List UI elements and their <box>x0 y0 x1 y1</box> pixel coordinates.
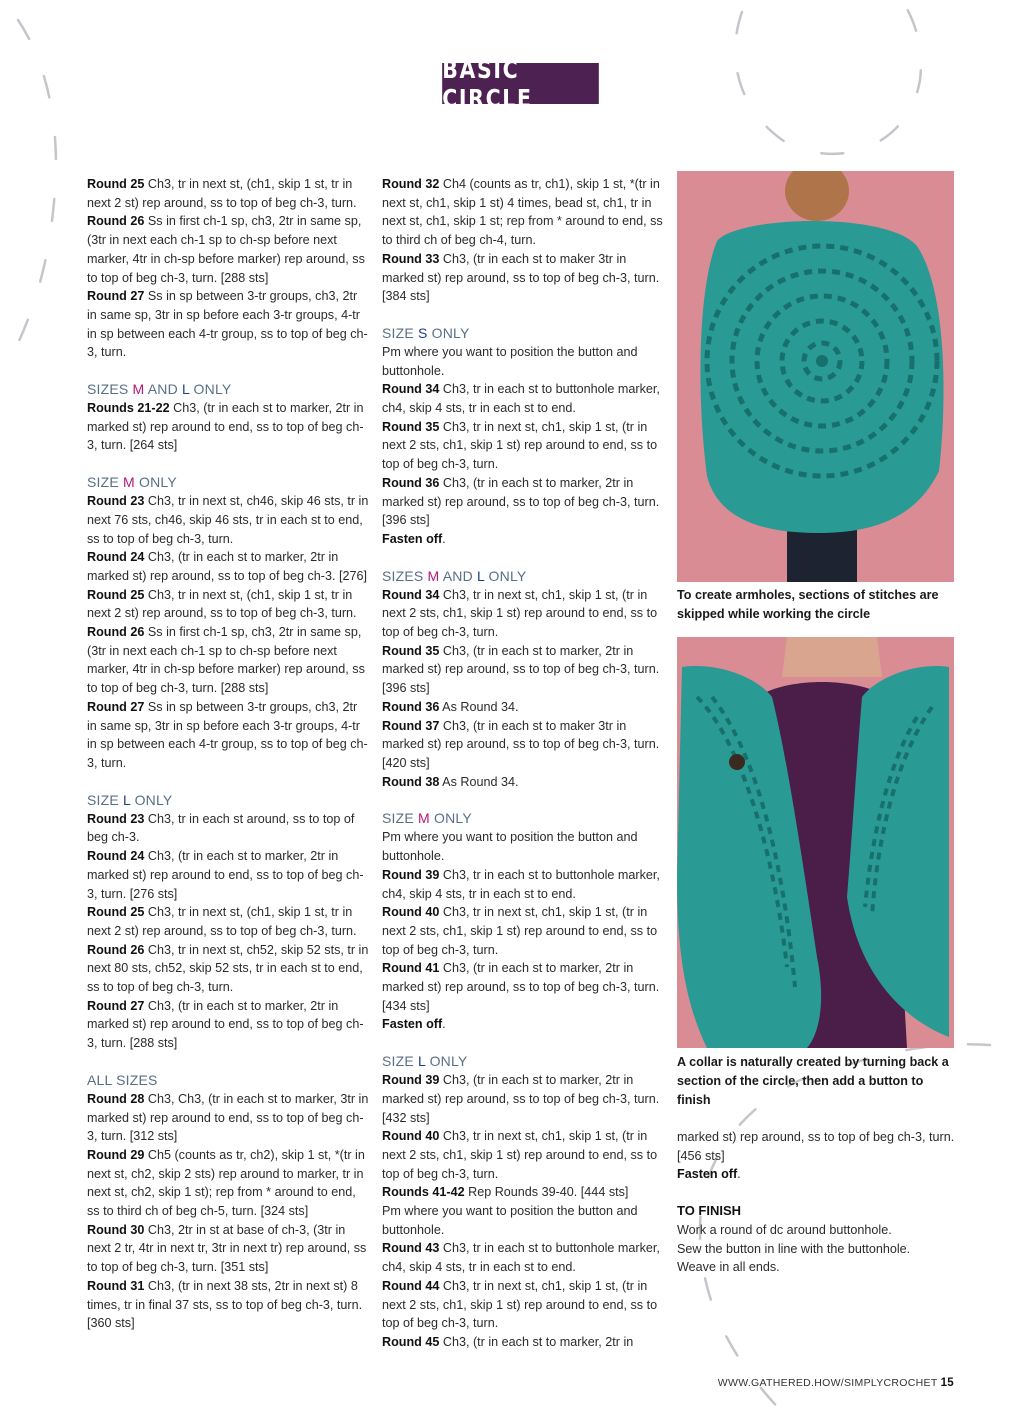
section-heading-part: M <box>123 474 135 491</box>
instruction-line <box>87 698 369 773</box>
round-label: Round 23 <box>87 494 145 509</box>
section-heading <box>87 380 369 399</box>
instruction-line <box>382 530 664 549</box>
round-text: Ch3, tr in next st, ch1, skip 1 st, (tr in next 2 sts, ch1, skip 1 st) rep around to end, ss to top of beg ch-3, turn. <box>382 419 658 472</box>
round-text: Ch3, (tr in each st to marker, 2tr in marked st) rep around to end, ss to top of beg ch-3, turn. [276 sts] <box>87 849 364 901</box>
section-heading-part: L <box>182 381 190 398</box>
round-text: Ch3, (tr in each st to marker, 2tr in marked st) rep around, ss to top of beg ch-3, turn. [434 sts] <box>382 961 660 1013</box>
instruction-line <box>382 1239 664 1276</box>
section-heading-part: ONLY <box>134 474 177 491</box>
section-heading-part: S <box>418 324 428 341</box>
section-heading-part: SIZES <box>87 381 133 398</box>
pattern-section <box>87 791 369 1053</box>
round-label: Round 30 <box>87 1222 145 1237</box>
round-label: Fasten off <box>382 1017 443 1032</box>
section-heading-part: ONLY <box>429 810 472 827</box>
pattern-section <box>87 473 369 773</box>
pattern-paragraph <box>87 175 369 362</box>
round-label: Round 41 <box>382 961 440 976</box>
section-heading-part: SIZE <box>382 1053 419 1070</box>
section-heading <box>87 791 369 810</box>
round-label: Round 45 <box>382 1334 440 1349</box>
round-label: Round 35 <box>382 643 440 658</box>
round-label: Round 36 <box>382 475 440 490</box>
round-label: Round 40 <box>382 1129 440 1144</box>
round-text: Ch3, (tr in each st to marker, 2tr in marked st) rep around to end, ss to top of beg ch-3, turn. [288 sts] <box>87 998 364 1051</box>
page-footer <box>718 1377 954 1389</box>
round-text: Ss in sp between 3-tr groups, ch3, 2tr in same sp, 3tr in sp before each 3-tr groups, 4-tr in sp between each 4-tr group, ss to top of beg ch-3, turn. <box>87 289 368 360</box>
section-heading-part: SIZE <box>382 324 419 341</box>
column-3 <box>677 1128 960 1277</box>
finish-line: Work a round of dc around buttonhole. <box>677 1222 892 1237</box>
round-text: Ch3, tr in next st, ch52, skip 52 sts, tr in next 80 sts, ch52, skip 52 sts, tr in each st to end, ss to top of beg ch-3, turn. <box>87 942 369 995</box>
round-label: Round 43 <box>382 1241 440 1256</box>
round-text: Rep Rounds 39-40. [444 sts] <box>464 1185 629 1200</box>
fasten-off-label: Fasten off <box>677 1167 738 1182</box>
round-label: Round 27 <box>87 289 145 304</box>
vest-back-illustration <box>677 171 954 582</box>
round-text: Ch3, (tr in each st to marker, 2tr in marked st) rep around, ss to top of beg ch-3, turn. [432 sts] <box>382 1073 660 1125</box>
footer-url: WWW.GATHERED.HOW/SIMPLYCROCHET <box>717 1377 938 1389</box>
vest-back-photo <box>677 171 954 582</box>
round-label: Round 31 <box>87 1278 145 1293</box>
round-text: Ch3, tr in next st, ch1, skip 1 st, (tr in next 2 sts, ch1, skip 1 st) rep around to end, ss to top of beg ch-3, turn. <box>382 1278 658 1331</box>
round-text: Ch3, 2tr in st at base of ch-3, (3tr in next 2 tr, 4tr in next tr, 3tr in next tr) rep around, ss to top of beg ch-3, turn. [351 sts] <box>87 1222 367 1275</box>
round-label: Round 27 <box>87 998 145 1013</box>
instruction-line <box>382 642 664 698</box>
instruction-line <box>382 1333 664 1352</box>
section-heading-part: SIZES <box>382 567 428 584</box>
section-heading <box>382 567 664 586</box>
section-heading <box>382 809 664 828</box>
section-heading-part: ONLY <box>484 567 527 584</box>
round-text: Ch3, (tr in each st to marker, 2tr in marked st) rep around, ss to top of beg ch-3, turn. [396 sts] <box>382 643 660 696</box>
instruction-line <box>382 1127 664 1183</box>
round-text: Ch3, tr in next st, (ch1, skip 1 st, tr in next 2 st) rep around, ss to top of beg ch-3, turn. <box>87 905 357 938</box>
photo2-caption: A collar is naturally created by turning back a section of the circle, then add a button to finish <box>677 1055 949 1107</box>
round-label: Fasten off <box>382 531 443 546</box>
finish-line: Weave in all ends. <box>677 1260 780 1275</box>
round-label: Rounds 21-22 <box>87 401 170 416</box>
section-heading-part: L <box>418 1053 426 1070</box>
column3-fasten-off <box>677 1165 960 1184</box>
round-text: Ch3, tr in each st around, ss to top of beg ch-3. <box>87 811 355 845</box>
round-label: Round 29 <box>87 1147 145 1162</box>
round-text: Ch3, Ch3, (tr in each st to marker, 3tr in marked st) rep around to end, ss to top of beg ch-3, turn. [312 sts] <box>87 1091 369 1144</box>
round-label: Round 37 <box>382 718 440 733</box>
round-text: Ch3, tr in next st, (ch1, skip 1 st, tr in next 2 st) rep around, ss to top of beg ch-3, turn. <box>87 587 357 621</box>
pattern-section <box>382 324 664 549</box>
round-label: Round 34 <box>382 587 440 602</box>
section-heading-part: ONLY <box>427 324 470 341</box>
section-heading-part: ONLY <box>189 381 232 398</box>
section-heading-part: ONLY <box>425 1053 468 1070</box>
round-text: Pm where you want to position the button and buttonhole. <box>382 344 638 378</box>
instruction-line <box>87 212 369 287</box>
round-label: Round 32 <box>382 177 440 191</box>
instruction-line <box>382 418 664 474</box>
instruction-line <box>87 941 369 997</box>
pattern-section <box>87 1071 369 1333</box>
round-text: Ss in first ch-1 sp, ch3, 2tr in same sp, (3tr in next each ch-1 sp to ch-sp before next marker, 4tr in ch-sp before marker) rep around, ss to top of beg ch-3, turn. [288 sts] <box>87 625 365 696</box>
instruction-line <box>87 847 369 903</box>
instruction-line <box>87 1146 369 1221</box>
instruction-line <box>87 287 369 362</box>
instruction-line <box>87 1277 369 1333</box>
instruction-line <box>382 175 664 250</box>
section-heading-part: M <box>427 567 440 584</box>
round-text: Ch4 (counts as tr, ch1), skip 1 st, *(tr in next st, ch1, skip 1 st) 4 times, bead st, ch1, tr in next st, ch1, skip 1 st; rep from * around to end, ss to third ch of beg ch-4, turn. <box>382 177 663 248</box>
instruction-line <box>87 903 369 940</box>
round-text: Ch5 (counts as tr, ch2), skip 1 st, *(tr in next st, ch2, skip 2 sts) rep around to marker, tr in next st, ch2, skip 1 st); rep from * around to end, ss to third ch of beg ch-5, turn. [324 sts] <box>87 1147 365 1219</box>
round-text: Ch3, tr in each st to buttonhole marker, ch4, skip 4 sts, tr in each st to end. <box>382 382 660 416</box>
pattern-section <box>382 567 664 792</box>
section-heading <box>382 1052 664 1071</box>
round-label: Round 39 <box>382 1073 440 1088</box>
finish-line: Sew the button in line with the buttonhole. <box>677 1241 911 1256</box>
round-label: Round 27 <box>87 699 145 714</box>
round-label: Round 38 <box>382 774 440 789</box>
section-heading <box>87 1071 369 1090</box>
instruction-line <box>87 492 369 548</box>
pattern-section <box>382 809 664 1034</box>
instruction-line <box>382 1183 664 1202</box>
round-text: Ch3, (tr in each st to maker 3tr in marked st) rep around, ss to top of beg ch-3, turn. [420 sts] <box>382 718 660 770</box>
instruction-line <box>382 1202 664 1239</box>
fasten-off-tail: . <box>737 1167 741 1182</box>
pattern-paragraph <box>382 175 664 306</box>
to-finish-section <box>677 1202 960 1277</box>
instruction-line <box>382 698 664 717</box>
section-heading-part: ONLY <box>130 791 173 808</box>
pattern-section <box>87 380 369 455</box>
instruction-line <box>382 828 664 865</box>
round-label: Round 33 <box>382 251 440 266</box>
instruction-line <box>382 474 664 530</box>
column3-continued-text: marked st) rep around, ss to top of beg ch-3, turn. [456 sts] <box>677 1130 955 1163</box>
section-heading-part: SIZE <box>382 810 419 827</box>
round-label: Round 26 <box>87 625 145 640</box>
instruction-line <box>87 399 369 455</box>
round-text: As Round 34. <box>439 699 519 714</box>
round-text: . <box>442 531 446 546</box>
section-heading-part: ALL SIZES <box>87 1071 158 1088</box>
instruction-line <box>87 623 369 698</box>
instruction-line <box>382 773 664 792</box>
round-label: Round 40 <box>382 905 440 920</box>
round-label: Round 39 <box>382 867 440 882</box>
round-label: Round 25 <box>87 177 145 191</box>
round-text: Ch3, tr in next st, ch1, skip 1 st, (tr in next 2 sts, ch1, skip 1 st) rep around to end, ss to top of beg ch-3, turn. <box>382 587 658 640</box>
instruction-line <box>87 548 369 585</box>
instruction-line <box>87 586 369 623</box>
round-label: Round 36 <box>382 699 440 714</box>
round-label: Round 28 <box>87 1091 145 1106</box>
section-heading-part: L <box>477 567 485 584</box>
page-number: 15 <box>940 1377 954 1389</box>
section-heading-part: SIZE <box>87 474 124 491</box>
section-heading <box>382 324 664 343</box>
instruction-line <box>87 1221 369 1277</box>
round-text: Pm where you want to position the button and buttonhole. <box>382 1204 638 1237</box>
round-label: Round 23 <box>87 811 145 826</box>
instruction-line <box>382 717 664 773</box>
round-text: Ch3, tr in next st, ch1, skip 1 st, (tr in next 2 sts, ch1, skip 1 st) rep around to end, ss to top of beg ch-3, turn. <box>382 905 658 957</box>
section-heading-part: AND <box>144 381 182 398</box>
round-label: Round 26 <box>87 214 145 229</box>
round-label: Round 24 <box>87 550 145 565</box>
to-finish-heading: TO FINISH <box>677 1203 742 1219</box>
round-text: . <box>442 1017 446 1032</box>
round-text: Ch3, tr in next st, ch46, skip 46 sts, tr in next 76 sts, ch46, skip 46 sts, tr in each st to end, ss to top of beg ch-3, turn. <box>87 494 369 546</box>
instruction-line <box>382 586 664 642</box>
round-text: Ch3, tr in each st to buttonhole marker, ch4, skip 4 sts, tr in each st to end. <box>382 1241 660 1275</box>
instruction-line <box>382 1277 664 1333</box>
instruction-line <box>87 997 369 1053</box>
instruction-line <box>382 866 664 903</box>
vest-front-illustration <box>677 637 954 1048</box>
instruction-line <box>87 175 369 212</box>
round-text: Ss in first ch-1 sp, ch3, 2tr in same sp, (3tr in next each ch-1 sp to ch-sp before next marker, 4tr in ch-sp before marker) rep around, ss to top of beg ch-3, turn. [288 sts] <box>87 214 365 285</box>
round-text: Ch3, tr in next st, ch1, skip 1 st, (tr in next 2 sts, ch1, skip 1 st) rep around to end, ss to top of beg ch-3, turn. <box>382 1129 658 1181</box>
section-heading <box>87 473 369 492</box>
instruction-line <box>382 380 664 417</box>
page-title: BASIC CIRCLE <box>442 54 533 113</box>
section-heading-part: SIZE <box>87 791 124 808</box>
round-text: Ch3, tr in next st, (ch1, skip 1 st, tr in next 2 st) rep around, ss to top of beg ch-3, turn. <box>87 177 357 210</box>
round-label: Round 25 <box>87 905 145 920</box>
round-text: Ch3, tr in each st to buttonhole marker, ch4, skip 4 sts, tr in each st to end. <box>382 867 660 901</box>
round-text: Ch3, (tr in each st to marker, 2tr in marked st) rep around to end, ss to top of beg ch-3, turn. [264 sts] <box>87 401 364 453</box>
round-label: Round 35 <box>382 419 440 434</box>
round-label: Round 25 <box>87 587 145 602</box>
section-heading-part: M <box>418 810 430 827</box>
page-title-banner <box>442 54 599 113</box>
round-text: Ch3, (tr in each st to marker, 2tr in marked st) rep around, ss to top of beg ch-3. [276] <box>87 550 368 583</box>
round-text: Ch3, (tr in each st to marker, 2tr in <box>439 1334 634 1349</box>
instruction-line <box>87 810 369 847</box>
round-text: As Round 34. <box>439 774 519 789</box>
section-heading-part: L <box>123 791 131 808</box>
instruction-line <box>382 1071 664 1127</box>
round-label: Rounds 41-42 <box>382 1185 465 1200</box>
round-text: Ch3, (tr in each st to marker, 2tr in marked st) rep around, ss to top of beg ch-3, turn. [396 sts] <box>382 475 660 528</box>
instruction-line <box>382 250 664 306</box>
round-text: Pm where you want to position the button and buttonhole. <box>382 830 638 864</box>
round-label: Round 44 <box>382 1278 440 1293</box>
instruction-line <box>382 959 664 1015</box>
pattern-section <box>382 1052 664 1352</box>
instruction-line <box>87 1090 369 1146</box>
left-dash-arc <box>10 20 56 360</box>
column-1 <box>87 175 369 1333</box>
column-2 <box>382 175 664 1352</box>
top-right-dash-arc <box>735 0 921 154</box>
round-label: Round 24 <box>87 849 145 864</box>
round-text: Ch3, (tr in each st to maker 3tr in marked st) rep around, ss to top of beg ch-3, turn. [384 sts] <box>382 251 660 304</box>
round-text: Ss in sp between 3-tr groups, ch3, 2tr in same sp, 3tr in sp before each 3-tr groups, 4-tr in sp between each 4-tr group, ss to top of beg ch-3, turn. <box>87 699 368 770</box>
round-label: Round 34 <box>382 382 440 397</box>
round-text: Ch3, (tr in next 38 sts, 2tr in next st) 8 times, tr in final 37 sts, ss to top of beg ch-3, turn. [360 sts] <box>87 1278 363 1331</box>
photo1-caption: To create armholes, sections of stitches are skipped while working the circle <box>677 588 939 621</box>
section-heading-part: M <box>132 381 145 398</box>
instruction-line <box>382 1015 664 1034</box>
instruction-line <box>382 343 664 380</box>
round-label: Round 26 <box>87 942 145 957</box>
instruction-line <box>382 903 664 959</box>
section-heading-part: AND <box>439 567 477 584</box>
vest-front-photo <box>677 637 954 1048</box>
